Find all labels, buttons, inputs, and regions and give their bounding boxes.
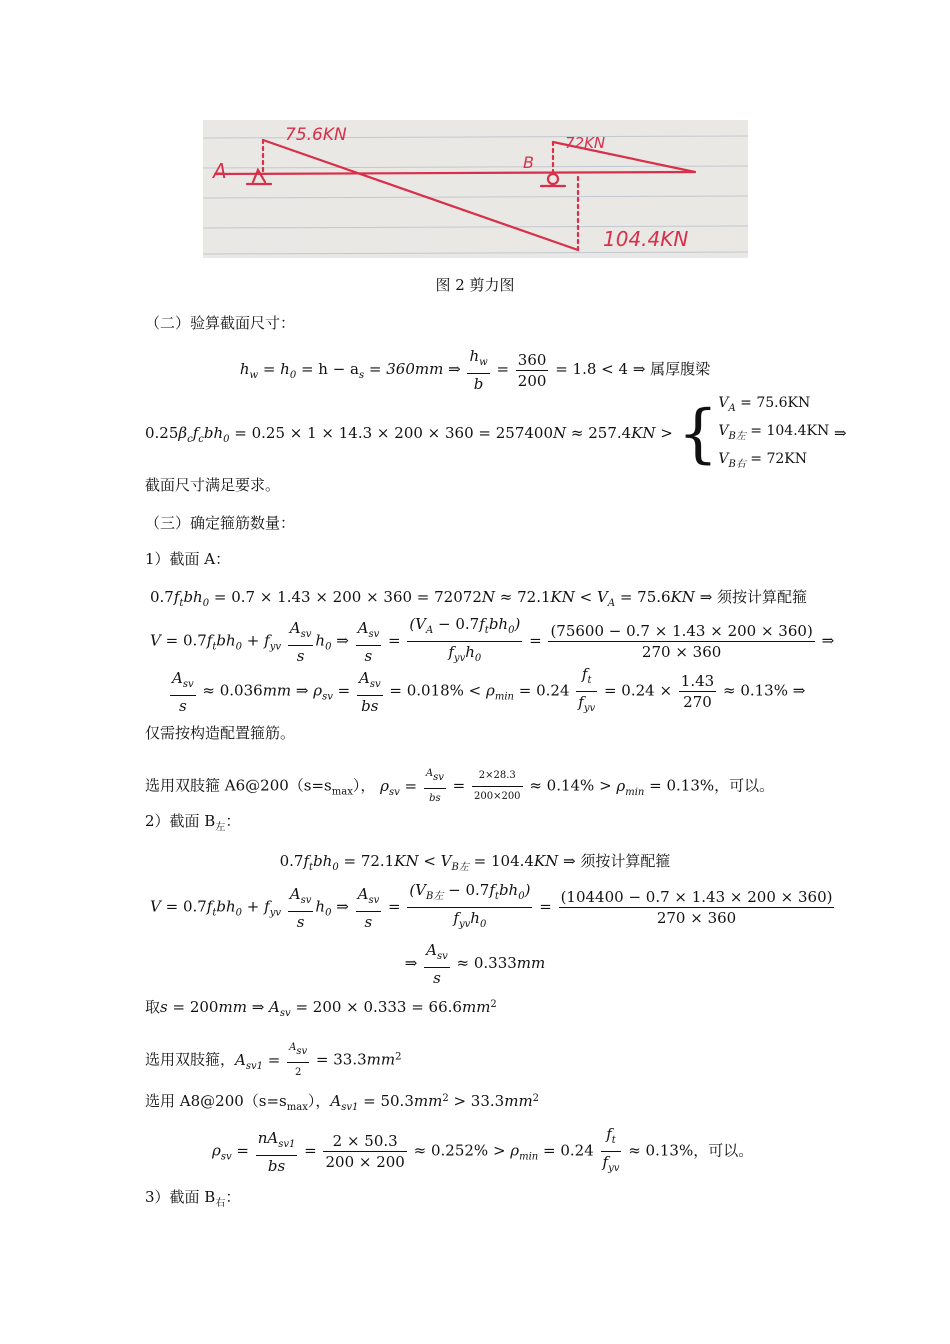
shear-diagram-drawing bbox=[203, 120, 748, 258]
eq-b-formula: $V = 0.7f_tbh_0 + f_{yv}$ $\frac{A_{sv}}{s}$ $h_0$ ⇒ $\frac{A_{sv}}{s}$ = $\frac{(V_{B左} - 0.7f_tbh_0)}{f_{yv}h_0}$ = $\frac{(104400 - 0.7 \times 1.43 \times 200 \times 360)}{270 \times 360}$ bbox=[150, 881, 833, 931]
shear-diagram-photo bbox=[203, 120, 748, 258]
label-72: 72KN bbox=[565, 134, 606, 152]
eq-b-result: ⇒ $\frac{A_{sv}}{s}$ ≈ 0.333mm bbox=[404, 941, 546, 987]
label-104-4: 104.4KN bbox=[603, 227, 689, 251]
label-75-6: 75.6KN bbox=[285, 125, 347, 145]
section-2-heading: （二）验算截面尺寸： bbox=[145, 314, 296, 332]
eq-b-check: $0.7f_tbh_0 = 72.1KN < V_{B左} = 104.4KN$ ⇒ 须按计算配箍 bbox=[279, 852, 671, 873]
eq-b-select: 选用 $A8@200(s=s_{max})$，$A_{sv1} = 50.3mm^2 > 33.3mm^2$ bbox=[145, 1092, 540, 1113]
figure-caption: 图 2 剪力图 bbox=[435, 276, 515, 294]
section-3-1-select: 选用双肢箍 $A6@200(s=s_{max})$， $\rho_{sv}$ = $\frac{\text{Asv}}{bs}$ = $\frac{2\times 28.3}{200\times 200}$ ≈ $0.14\% > \rho_{min} = 0.13\%$，可以。 bbox=[145, 764, 774, 809]
eq-a-check: $0.7f_tbh_0 = 0.7 \times 1.43 \times 200 \times 360 = 72072N \approx 72.1KN < V_A = 75.6KN$ ⇒ 须按计算配箍 bbox=[150, 588, 808, 609]
section-3-2-heading: 2）截面 $B_左$： bbox=[145, 812, 241, 833]
eq-b-take: 取s = 200mm ⇒ $A_{sv} = 200 \times 0.333 = 66.6mm^2$ bbox=[145, 998, 497, 1019]
label-a: A bbox=[213, 159, 227, 183]
section-3-heading: （三）确定箍筋数量： bbox=[145, 514, 296, 532]
section-3-1-note: 仅需按构造配置箍筋。 bbox=[145, 724, 296, 742]
eq-capacity: $0.25\beta_cf_cbh_0 = 0.25 \times 1 \times 14.3 \times 200 \times 360 = 257400N \approx 257.4KN$ > { $V_A = 75.6KN$ $V_{B左} = 104.4KN$ $V_{B右} = 72KN$ ⇒ bbox=[145, 395, 847, 471]
section-3-3-heading: 3）截面 $B_右$： bbox=[145, 1188, 241, 1209]
eq-b-ratio: $\rho_{sv}$ = $\frac{nA_{sv1}}{bs}$ = $\frac{2 \times 50.3}{200 \times 200}$ ≈ $0.252\% > \rho_{min} = 0.24$ $\frac{f_t}{f_{yv}}$ ≈ 0.13%，可以。 bbox=[212, 1125, 754, 1175]
eq-a-formula: $V = 0.7f_tbh_0 + f_{yv}$ $\frac{A_{sv}}{s}$ $h_0$ ⇒ $\frac{A_{sv}}{s}$ = $\frac{(V_A - 0.7f_tbh_0)}{f_{yv}h_0}$ = $\frac{(75600 - 0.7 \times 1.43 \times 200 \times 360)}{270 \times 360}$ ⇒ bbox=[150, 615, 835, 665]
section-3-1-heading: 1）截面 A： bbox=[145, 550, 231, 568]
label-b: B bbox=[523, 153, 534, 172]
eq-a-ratio: $\frac{A_{sv}}{s}$ ≈ 0.036mm ⇒ $\rho_{sv}$ = $\frac{A_{sv}}{bs}$ = $0.018\% < \rho_{min} = 0.24$ $\frac{f_t}{f_{yv}}$ = 0.24 × $\frac{1.43}{270}$ ≈ 0.13% ⇒ bbox=[172, 665, 806, 715]
section-2-conclusion: 截面尺寸满足要求。 bbox=[145, 476, 281, 494]
eq-b-double: 选用双肢箍，$A_{sv1}$ = $\frac{\text{Asv}}{2}$ = $33.3mm^2$ bbox=[145, 1038, 402, 1083]
eq-hw: $h_w = h_0 = h - a_s = 360mm$ ⇒ $\frac{h_w}{b}$ = $\frac{360}{200}$ = 1.8 < 4 ⇒ 属厚腹梁 bbox=[239, 347, 711, 393]
